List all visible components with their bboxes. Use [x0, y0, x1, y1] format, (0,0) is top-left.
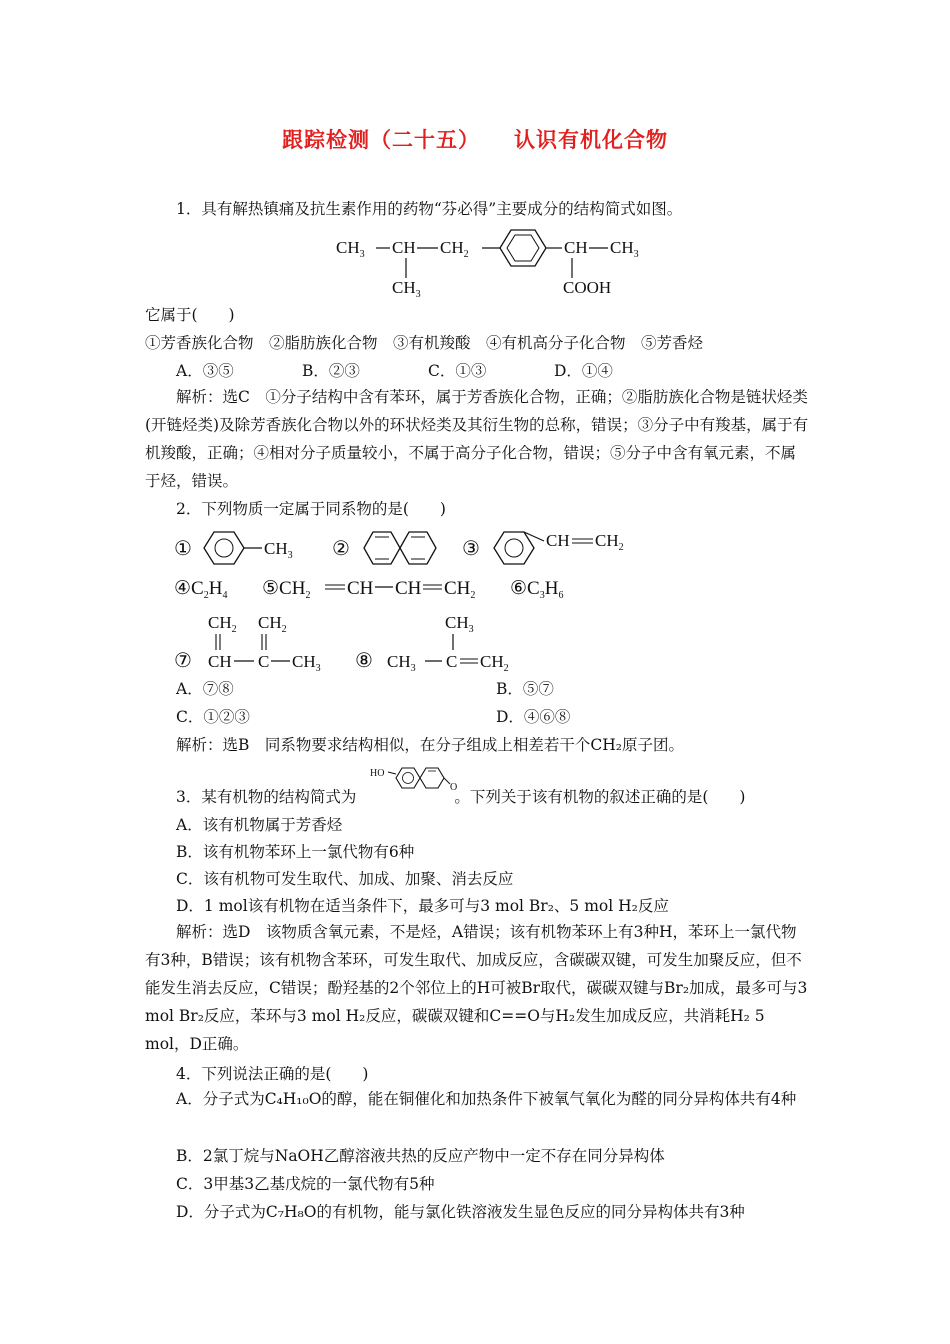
- q4-option-a: A．分子式为C₄H₁₀O的醇，能在铜催化和加热条件下被氧气氧化为醛的同分异构体共有4种: [176, 1090, 797, 1108]
- q1-option-a: A．③⑤: [176, 362, 234, 380]
- q2-option-a: A．⑦⑧: [176, 680, 234, 698]
- svg-text:⑤CH2: $⑤CH_2$: [262, 578, 311, 601]
- q3-stem-part2: 。下列关于该有机物的叙述正确的是( ): [454, 788, 746, 806]
- svg-text:CH3: $CH_3$: [264, 539, 293, 561]
- svg-text:③: ③: [462, 538, 480, 560]
- svg-text:HO: HO: [370, 768, 385, 779]
- svg-text:CH2: $CH_2$: [258, 613, 287, 635]
- q3-option-d: D．1 mol该有机物在适当条件下，最多可与3 mol Br₂、5 mol H₂反应: [176, 897, 669, 915]
- svg-text:CH3: $CH_3$: [610, 238, 639, 260]
- svg-text:O: O: [450, 782, 458, 793]
- svg-text:CH: CH: [392, 238, 416, 257]
- svg-text:CH3: $CH_3$: [387, 652, 416, 674]
- q1-choices: ①芳香族化合物 ②脂肪族化合物 ③有机羧酸 ④有机高分子化合物 ⑤芳香烃: [145, 334, 704, 352]
- q2-structures: [170, 522, 810, 677]
- svg-text:C: C: [446, 652, 458, 671]
- q1-option-c: C．①③: [428, 362, 487, 380]
- q4-option-d: D．分子式为C₇H₈O的有机物，能与氯化铁溶液发生显色反应的同分异构体共有3种: [176, 1203, 745, 1221]
- q2-option-c: C．①②③: [176, 708, 250, 726]
- svg-text:CH: CH: [347, 578, 374, 599]
- svg-text:⑦: ⑦: [174, 650, 192, 672]
- svg-text:COOH: COOH: [563, 278, 612, 297]
- svg-text:CH: CH: [395, 578, 422, 599]
- q3-analysis: 解析：选D 该物质含氧元素，不是烃，A错误；该有机物苯环上有3种H，苯环上一氯代物有3种，B错误；该有机物含苯环，可发生取代、加成反应，含碳碳双键，可发生加聚反应，但不能发生消去反应，C错误；酚羟基的2个邻位上的H可被Br取代，碳碳双键与Br₂加成，最多可与3 mol Br₂反应，苯环与3 mol H₂反应，碳碳双键和C==O与H₂发生加成反应，共消耗H₂ 5 mol，D正确。: [145, 923, 808, 1053]
- q3-option-b: B．该有机物苯环上一氯代物有6种: [176, 843, 415, 861]
- svg-text:C: C: [258, 652, 270, 671]
- svg-text:CH2: $CH_2$: [480, 652, 509, 674]
- q1-belongs: 它属于( ): [145, 306, 235, 324]
- q1-stem: 1．具有解热镇痛及抗生素作用的药物“芬必得”主要成分的结构简式如图。: [176, 200, 683, 218]
- q2-stem: 2．下列物质一定属于同系物的是( ): [176, 500, 446, 518]
- q2-option-d: D．④⑥⑧: [496, 708, 571, 726]
- q3-molecule-structure: [368, 760, 468, 805]
- q1-option-d: D．①④: [554, 362, 613, 380]
- svg-text:CH2: $CH_2$: [595, 531, 624, 553]
- svg-text:CH: CH: [546, 531, 570, 550]
- q1-analysis: 解析：选C ①分子结构中含有苯环，属于芳香族化合物，正确；②脂肪族化合物是链状烃类(开链烃类)及除芳香族化合物以外的环状烃类及其衍生物的总称，错误；③分子中有羧基，属于有机羧酸，正确；④相对分子质量较小，不属于高分子化合物，错误；⑤分子中含有氧元素，不属于烃，错误。: [145, 388, 809, 490]
- page-title: 跟踪检测（二十五） 认识有机化合物: [282, 127, 668, 152]
- svg-text:②: ②: [332, 538, 350, 560]
- svg-text:⑥C3H6: $⑥C_3H_6$: [510, 578, 564, 601]
- svg-text:④C2H4: $④C_2H_4$: [174, 578, 228, 601]
- svg-text:CH3: $CH_3$: [336, 238, 365, 260]
- svg-text:①: ①: [174, 538, 192, 560]
- q3-stem: [176, 787, 810, 807]
- q2-option-b: B．⑤⑦: [496, 680, 554, 698]
- svg-text:CH: CH: [208, 652, 232, 671]
- q4-stem: 4．下列说法正确的是( ): [176, 1065, 369, 1083]
- q3-option-a: A．该有机物属于芳香烃: [176, 816, 343, 834]
- svg-text:⑧: ⑧: [355, 650, 373, 672]
- q3-option-c: C．该有机物可发生取代、加成、加聚、消去反应: [176, 870, 514, 888]
- svg-text:CH3: $CH_3$: [392, 278, 421, 300]
- q3-stem-part1: 3．某有机物的结构简式为: [176, 788, 357, 806]
- svg-text:CH2: $CH_2$: [444, 578, 476, 601]
- svg-text:CH2: $CH_2$: [440, 238, 469, 260]
- ibuprofen-structure: [330, 228, 660, 300]
- svg-text:CH3: $CH_3$: [445, 613, 474, 635]
- svg-text:CH2: $CH_2$: [208, 613, 237, 635]
- svg-text:CH: CH: [564, 238, 588, 257]
- q4-option-c: C．3甲基3乙基戊烷的一氯代物有5种: [176, 1175, 435, 1193]
- q1-option-b: B．②③: [302, 362, 360, 380]
- q4-option-b: B．2氯丁烷与NaOH乙醇溶液共热的反应产物中一定不存在同分异构体: [176, 1147, 665, 1165]
- q2-analysis: 解析：选B 同系物要求结构相似，在分子组成上相差若干个CH₂原子团。: [176, 736, 684, 754]
- svg-text:CH3: $CH_3$: [292, 652, 321, 674]
